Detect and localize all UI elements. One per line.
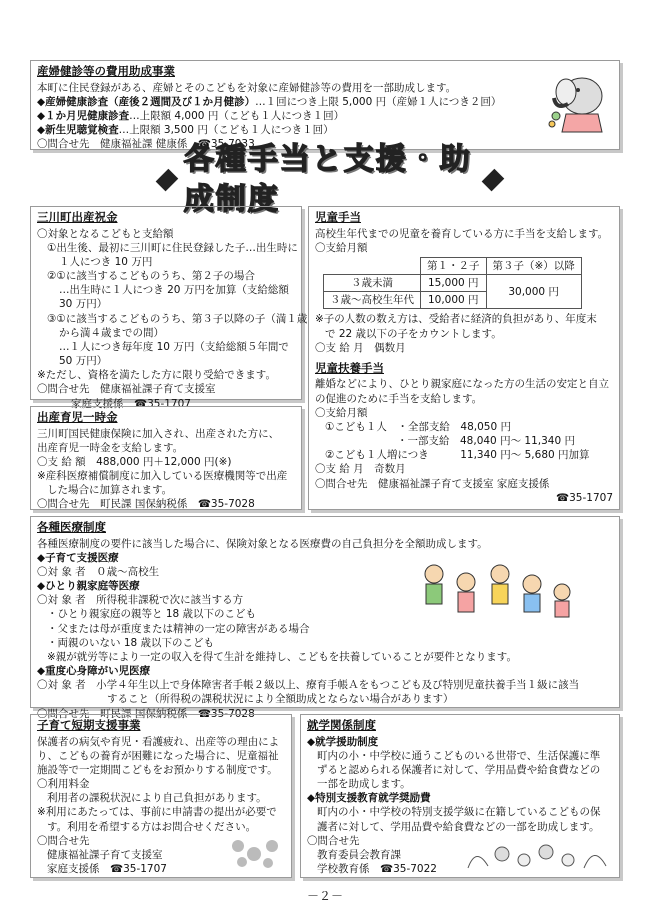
birth-line: から満４歳までの間） (59, 326, 164, 339)
medical-line: ・父または母が重度または精神の一定の障害がある場合 (47, 622, 310, 635)
birth-line: 50 万円） (59, 355, 108, 368)
school-line: ◆特別支援教育就学奨励費 (307, 792, 431, 805)
short-contact: 家庭支援係 ☎35-1707 (47, 863, 167, 876)
medical-line: ◆ひとり親家庭等医療 (37, 580, 140, 593)
birth-line: ③①に該当するこどものうち、第３子以降の子（満１歳 (47, 312, 308, 325)
lump-contact: 〇問合せ先 町民課 国保納税係 ☎35-7028 (37, 498, 255, 511)
rearing-line: ①こども１人 ・全部支給 48,050 円 (325, 420, 511, 433)
medical-line: 〇対 象 者 小学４年生以上で身体障害者手帳２級以上、療育手帳Ａをもつこども及び特別児童扶養手当１級に該当 (37, 679, 580, 692)
table-row-label: ３歳～高校生年代 (324, 292, 421, 309)
birth-contact: 家庭支援係 ☎35-1707 (71, 397, 191, 410)
maternity-item-2: ◆１か月児健康診査 (37, 109, 130, 122)
maternity-title: 産婦健診等の費用助成事業 (37, 64, 175, 78)
maternity-item-3-amount: …上限額 3,500 円（こども１人につき１回） (118, 124, 334, 137)
school-line: 〇問合せ先 (307, 834, 360, 847)
child-desc: 高校生年代までの児童を養育している方に手当を支給します。 (315, 227, 609, 240)
medical-line: ・ひとり親家庭の親等と 18 歳以下のこども (47, 608, 257, 621)
rearing-title: 児童扶養手当 (315, 360, 384, 375)
short-title: 子育て短期支援事業 (37, 718, 141, 732)
maternity-desc: 本町に住民登録がある、産婦とそのこどもを対象に産婦健診等の費用を一部助成します。 (37, 81, 457, 94)
medical-line: 各種医療制度の要件に該当した場合に、保険対象となる医療費の自己負担分を全額助成します。 (37, 537, 488, 550)
maternity-item-2-amount: …上限額 4,000 円（こども１人につき１回） (129, 109, 345, 122)
banner-title: 各種手当と支援・助成制度 (183, 141, 472, 217)
child-note: ※子の人数の数え方は、受給者に経済的負担があり、年度末 (315, 313, 597, 326)
birth-contact: 〇問合せ先 健康福祉課子育て支援室 (37, 383, 216, 396)
school-line: 一部を助成します。 (317, 778, 411, 791)
birth-line: …出生時に１人につき 20 万円を加算（支給総額 (59, 284, 289, 297)
diamond-icon (482, 169, 504, 191)
short-line: 利用者の課税状況により自己負担があります。 (47, 792, 267, 805)
rearing-line: 〇支給月額 (315, 406, 368, 419)
birth-title: 三川町出産祝金 (37, 210, 118, 224)
child-note: で 22 歳以下の子をカウントします。 (325, 327, 502, 340)
short-line: 〇利用料金 (37, 778, 90, 791)
school-contact: 学校教育係 ☎35-7022 (317, 863, 437, 876)
birth-line: 〇対象となるこどもと支給額 (37, 227, 174, 240)
table-cell: 15,000 円 (421, 275, 487, 292)
birth-line: ②①に該当するこどものうち、第２子の場合 (47, 270, 255, 283)
lump-line: 三川町国民健康保険に加入され、出産された方に、 (37, 427, 280, 440)
rearing-line: の促進のために手当を支給します。 (315, 392, 483, 405)
child-monthly-label: 〇支給月額 (315, 241, 368, 254)
rearing-contact: ☎35-1707 (556, 491, 613, 504)
table-cell: 30,000 円 (486, 275, 581, 309)
school-line: ずると認められる保護者に対して、学用品費や給食費などの (317, 763, 601, 776)
child-pay-month: 〇支 給 月 偶数月 (315, 341, 406, 354)
child-title: 児童手当 (315, 210, 361, 224)
elephant-illustration (548, 66, 612, 136)
short-line: り、こどもの養育が困難になった場合に、児童福祉 (37, 749, 279, 762)
short-line: す。利用を希望する方はお問合せください。 (47, 820, 257, 833)
birth-line: ①出生後、最初に三川町に住民登録した子…出生時に (47, 241, 298, 254)
medical-contact: 〇問合せ先 町民課 国保納税係 ☎35-7028 (37, 707, 255, 720)
rearing-line: ・一部支給 48,040 円～ 11,340 円 (397, 435, 575, 448)
medical-line: すること（所得税の課税状況により全額助成とならない場合があります） (107, 693, 454, 706)
maternity-item-1: ◆産婦健康診査（産後２週間及び１か月健診） (37, 95, 256, 108)
medical-line: 〇対 象 者 ０歳～高校生 (37, 565, 160, 578)
medical-line: ◆重度心身障がい児医療 (37, 665, 151, 678)
lump-line: 出産育児一時金を支給します。 (37, 441, 184, 454)
lump-amount: 〇支 給 額 488,000 円＋12,000 円(※) (37, 455, 232, 468)
school-line: 護者に対して、学用品費や給食費などの一部を助成します。 (317, 820, 600, 833)
birth-line: ※ただし、資格を満たした方に限り受給できます。 (37, 369, 276, 382)
school-contact: 教育委員会教育課 (317, 848, 401, 861)
medical-line: 〇対 象 者 所得税非課税で次に該当する方 (37, 594, 244, 607)
maternity-contact: 〇問合せ先 健康福祉課 健康係 ☎35-7033 (37, 138, 255, 151)
maternity-item-3: ◆新生児聴覚検査 (37, 124, 119, 137)
rearing-contact: 〇問合せ先 健康福祉課子育て支援室 家庭支援係 (315, 477, 550, 490)
medical-title: 各種医療制度 (37, 520, 106, 534)
birth-celebration-section (30, 206, 308, 410)
medical-line: ・両親のいない 18 歳以下のこども (47, 636, 215, 649)
table-row-label: ３歳未満 (324, 275, 421, 292)
medical-line: ※親が就労等により一定の収入を得て生計を維持し、こどもを扶養していることが要件となります。 (47, 650, 517, 663)
short-line: 保護者の病気や育児・看護疲れ、出産等の理由によ (37, 735, 280, 748)
flower-illustration (228, 836, 286, 870)
school-title: 就学関係制度 (307, 718, 376, 732)
page-number: －２－ (306, 889, 343, 903)
school-line: ◆就学援助制度 (307, 735, 379, 748)
lump-line: した場合に加算されます。 (47, 484, 173, 497)
rearing-line: 〇支 給 月 奇数月 (315, 463, 406, 476)
table-cell: 10,000 円 (421, 292, 487, 309)
short-contact: 健康福祉課子育て支援室 (47, 848, 163, 861)
table-header: 第１・２子 (421, 257, 487, 274)
diamond-icon (156, 169, 178, 191)
school-line: 町内の小・中学校に通うこどものいる世帯で、生活保護に準 (317, 749, 601, 762)
lump-title: 出産育児一時金 (37, 410, 118, 424)
table-header: 第３子（※）以降 (486, 257, 581, 274)
lump-line: ※産科医療補償制度に加入している医療機関等で出産 (37, 470, 288, 483)
birth-line: …１人につき毎年度 10 万円（支給総額５年間で (59, 340, 289, 353)
birth-line: １人につき 10 万円 (59, 255, 153, 268)
maternity-section (30, 60, 620, 150)
birth-lump-sum-section (30, 406, 302, 510)
rearing-line: 離婚などにより、ひとり親家庭になった方の生活の安定と自立 (315, 378, 609, 391)
short-line: 〇問合せ先 (37, 834, 90, 847)
flower-illustration (462, 840, 612, 872)
maternity-item-1-amount: …１回につき上限 5,000 円（産婦１人につき２回） (255, 95, 502, 108)
child-allowance-section (308, 206, 620, 510)
birth-line: 30 万円） (59, 298, 108, 311)
rearing-line: ②こども１人増につき 11,340 円～ 5,680 円加算 (325, 449, 590, 462)
short-line: 施設等で一定期間こどもをお預かりする制度です。 (37, 763, 278, 776)
short-line: ※利用にあたっては、事前に申請書の提出が必要で (37, 806, 277, 819)
children-illustration (418, 560, 578, 622)
medical-line: ◆子育て支援医療 (37, 551, 119, 564)
school-line: 町内の小・中学校の特別支援学級に在籍しているこどもの保 (317, 806, 601, 819)
child-amount-table (323, 257, 582, 310)
